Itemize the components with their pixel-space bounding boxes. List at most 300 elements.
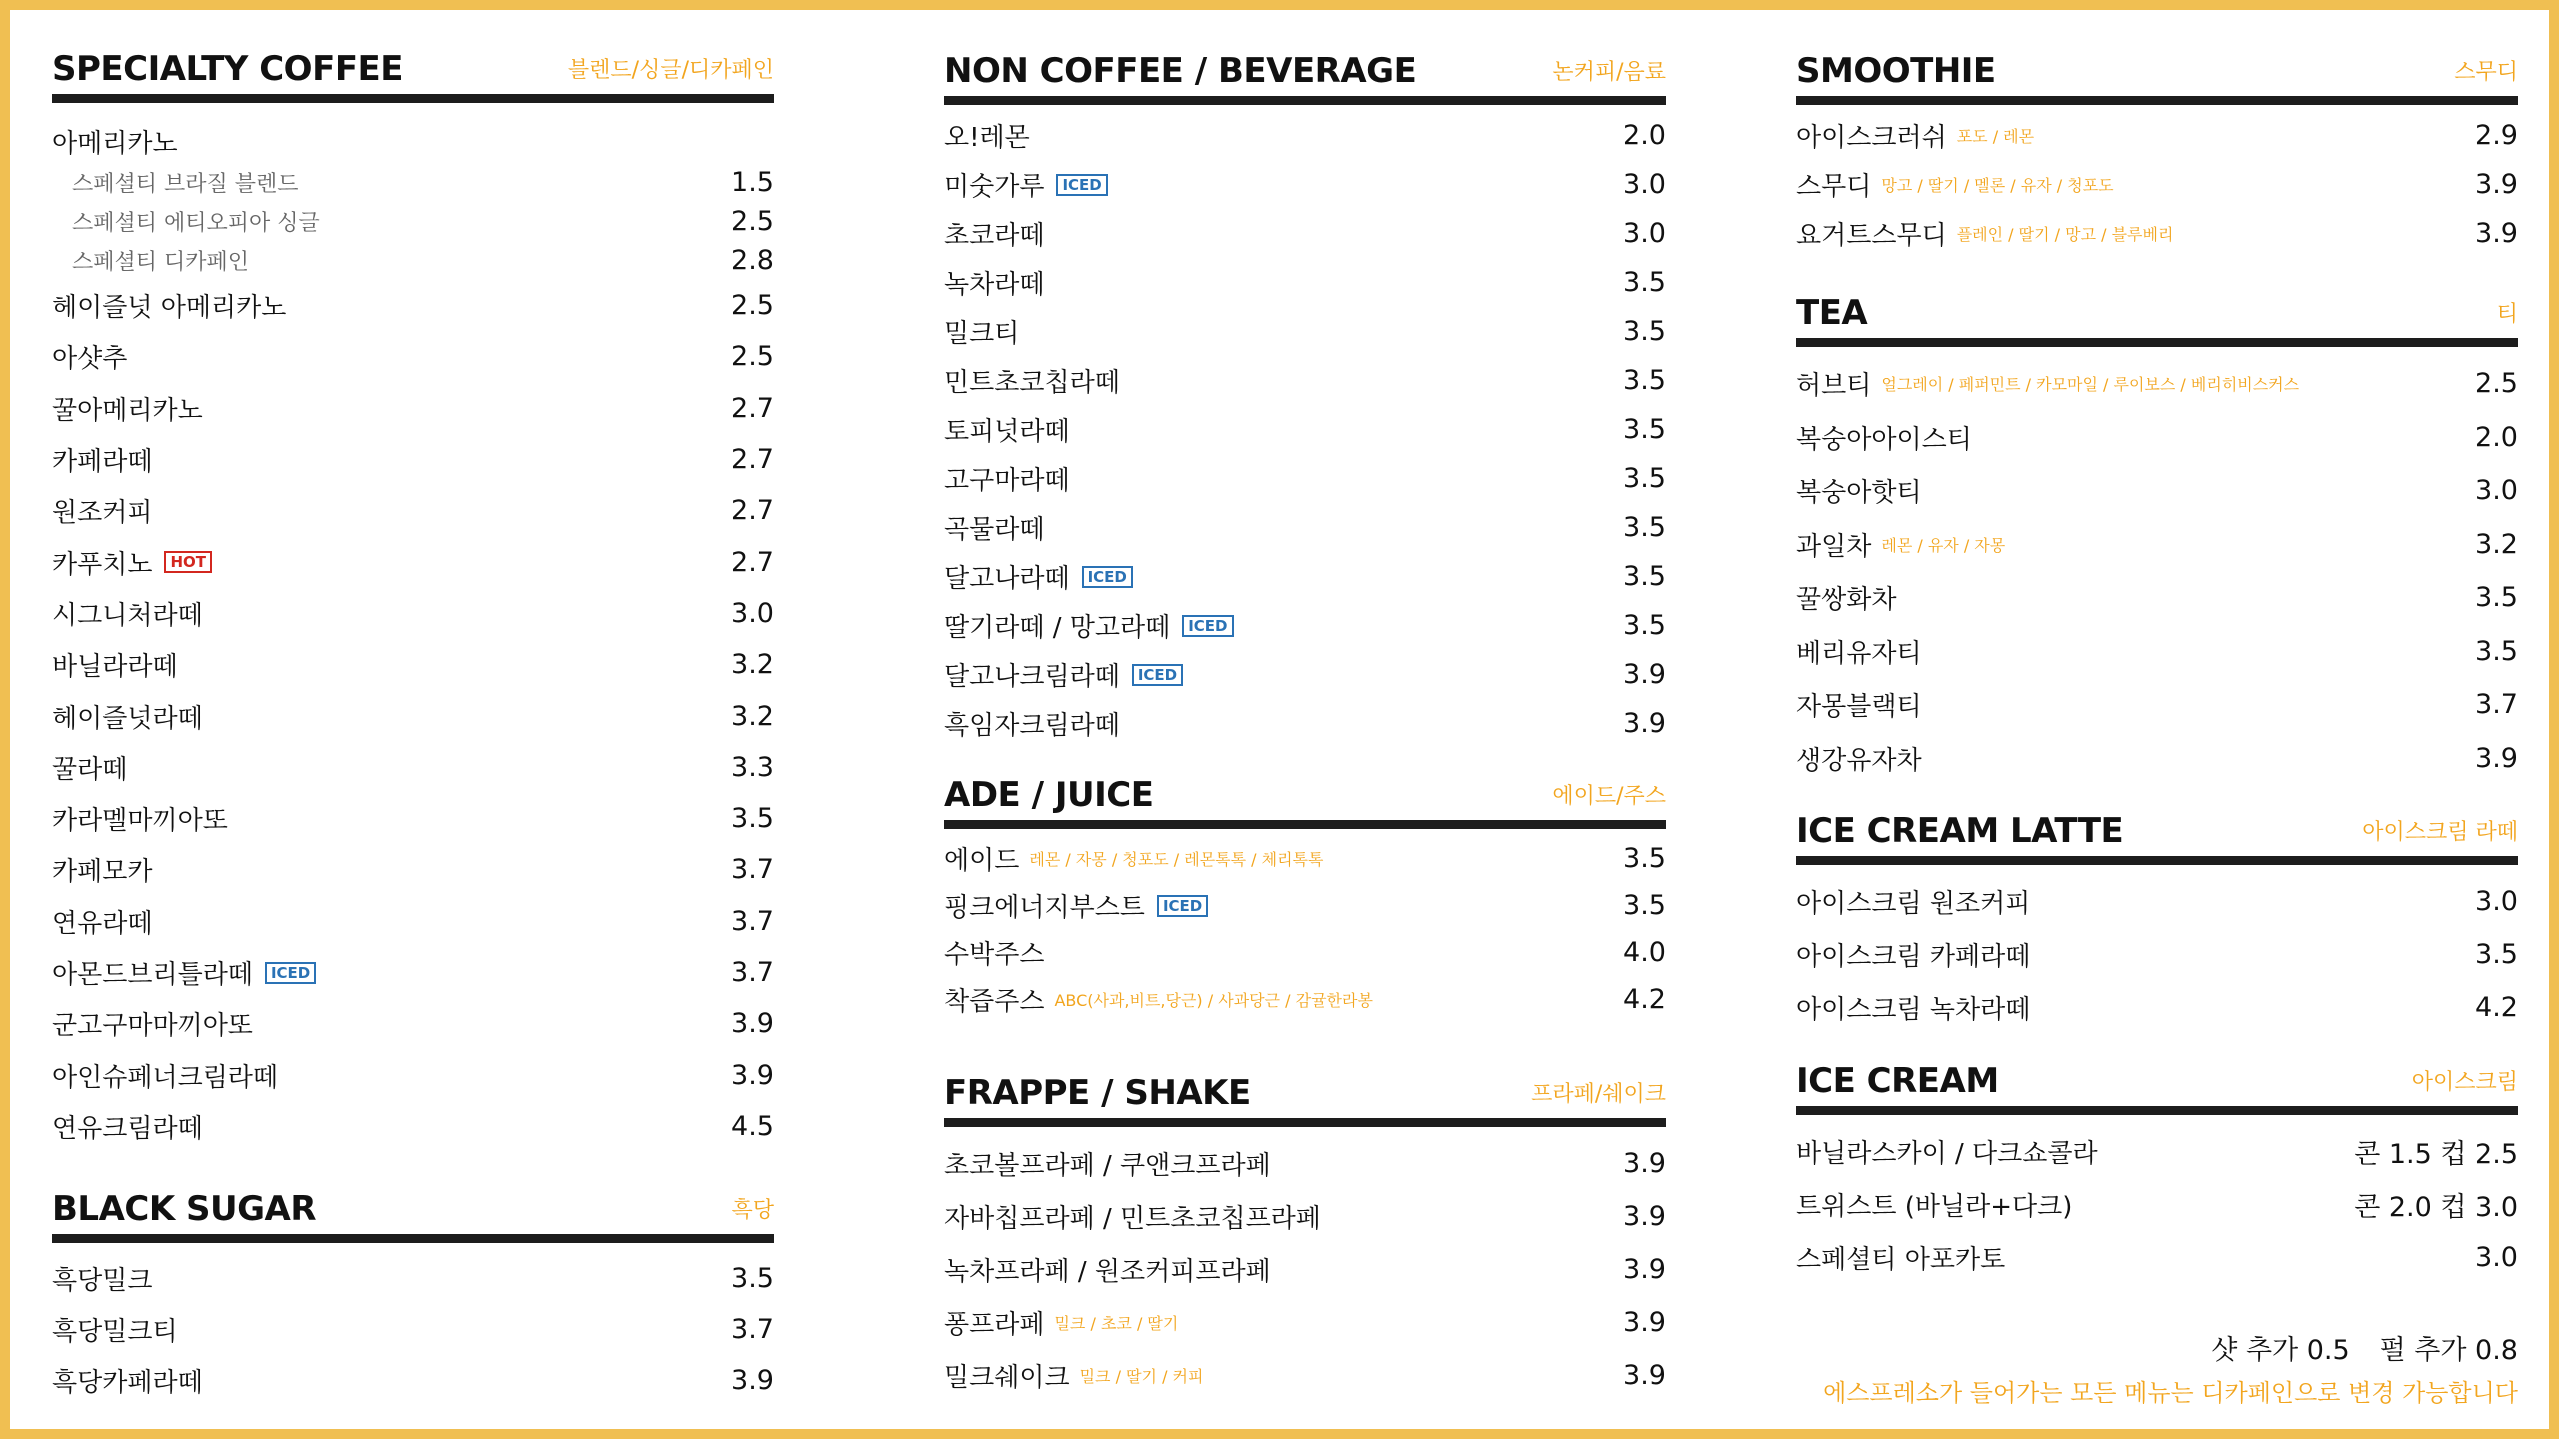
- menu-list: [1796, 1125, 2518, 1284]
- section-header: [1796, 1058, 2518, 1115]
- item-name: 복숭아핫티: [1796, 478, 1922, 509]
- item-name-wrap: [52, 646, 178, 683]
- menu-item: [1796, 928, 2518, 981]
- menu-item: [52, 202, 774, 241]
- item-price: 2.5: [731, 341, 774, 373]
- section-subtitle: 스무디: [2454, 60, 2518, 85]
- item-name: 아이스크림 녹차라떼: [1796, 995, 2031, 1025]
- item-name: 민트초코칩라떼: [944, 368, 1120, 398]
- section-title: SPECIALTY COFFEE: [52, 49, 403, 89]
- menu-item: [944, 1190, 1666, 1243]
- item-name-wrap: [944, 166, 1108, 203]
- section-title: ICE CREAM: [1796, 1061, 1999, 1101]
- item-name-wrap: [944, 887, 1208, 924]
- menu-item: [1796, 1125, 2518, 1178]
- menu-item: [52, 280, 774, 331]
- iced-badge: ICED: [1157, 895, 1208, 917]
- menu-item: [52, 844, 774, 895]
- menu-item: [1796, 981, 2518, 1034]
- item-name-wrap: [52, 1108, 203, 1145]
- item-name-wrap: [1796, 1239, 2005, 1276]
- item-price: 3.0: [1623, 169, 1666, 200]
- item-name: 아메리카노: [52, 128, 178, 159]
- item-price: 3.9: [1623, 1201, 1666, 1232]
- section-specialty-coffee: [52, 46, 774, 1152]
- item-name: 복숭아아이스티: [1796, 424, 1972, 455]
- menu-item: [944, 699, 1666, 748]
- item-price: 3.5: [1623, 463, 1666, 494]
- iced-badge: ICED: [1082, 566, 1133, 588]
- item-name: 퐁프라페: [944, 1310, 1045, 1340]
- item-price: 2.5: [2475, 368, 2518, 400]
- section-title: NON COFFEE / BEVERAGE: [944, 51, 1417, 91]
- item-name: 스페셜티 브라질 블렌드: [72, 172, 299, 197]
- section-subtitle: 논커피/음료: [1552, 60, 1666, 85]
- item-name: 스무디: [1796, 172, 1872, 202]
- item-price: 2.0: [1623, 120, 1666, 151]
- item-options: 밀크 / 딸기 / 커피: [1079, 1367, 1204, 1386]
- menu-item: [52, 947, 774, 998]
- item-price: 3.5: [2475, 582, 2518, 614]
- section-header: [944, 1070, 1666, 1127]
- item-price: 3.9: [1623, 1254, 1666, 1285]
- item-name: 흑임자크림라떼: [944, 711, 1120, 741]
- item-options: ABC(사과,비트,당근) / 사과당근 / 감귤한라봉: [1054, 991, 1373, 1010]
- item-name: 초코볼프라페 / 쿠앤크프라페: [944, 1151, 1271, 1181]
- item-price: 콘 2.0 컵 3.0: [2354, 1192, 2518, 1223]
- item-name-wrap: [944, 1251, 1271, 1288]
- section-ice-cream-latte: [1796, 808, 2518, 1034]
- section-subtitle: 흑당: [731, 1198, 774, 1223]
- item-name-wrap: [52, 1057, 278, 1094]
- item-name-wrap: [944, 840, 1323, 877]
- item-name-wrap: [52, 1005, 253, 1042]
- item-price: 3.5: [1623, 610, 1666, 641]
- item-name-wrap: [944, 411, 1070, 448]
- item-name-wrap: [944, 264, 1044, 301]
- menu-item: [944, 882, 1666, 929]
- item-name-wrap: [52, 1260, 152, 1297]
- item-name-wrap: [1796, 883, 2030, 920]
- item-name: 곡물라떼: [944, 515, 1045, 545]
- item-price: 2.7: [731, 444, 774, 476]
- item-price: 3.9: [2475, 169, 2518, 200]
- menu-item: [1796, 1178, 2518, 1231]
- item-name-wrap: [1796, 215, 2173, 252]
- menu-item: [944, 454, 1666, 503]
- item-name-wrap: [1796, 579, 1896, 616]
- item-name: 꿀라떼: [52, 754, 128, 785]
- menu-item: [1796, 209, 2518, 258]
- item-name: 베리유자티: [1796, 638, 1922, 669]
- menu-item: [52, 434, 774, 485]
- menu-item: [944, 976, 1666, 1023]
- item-name: 카푸치노: [52, 549, 153, 580]
- iced-badge: ICED: [1182, 615, 1233, 637]
- section-header: [1796, 290, 2518, 347]
- menu-item: [52, 536, 774, 587]
- item-name-wrap: [52, 595, 203, 632]
- item-name: 밀크쉐이크: [944, 1363, 1070, 1393]
- item-price: 3.0: [2475, 1242, 2518, 1273]
- item-price: 3.9: [1623, 659, 1666, 690]
- item-name: 생강유자차: [1796, 745, 1922, 776]
- menu-item: [52, 163, 774, 202]
- item-name-wrap: [944, 981, 1373, 1018]
- item-price: 3.2: [731, 649, 774, 681]
- menu-item: [944, 929, 1666, 976]
- item-price: 1.5: [731, 167, 774, 198]
- item-name-wrap: [1796, 740, 1922, 777]
- item-options: 망고 / 딸기 / 멜론 / 유자 / 청포도: [1881, 176, 2114, 195]
- menu-item: [52, 1049, 774, 1100]
- item-name: 요거트스무디: [1796, 221, 1947, 251]
- item-name-wrap: [1796, 686, 1922, 723]
- section-header: [52, 1186, 774, 1243]
- item-price: 3.9: [2475, 218, 2518, 249]
- item-name-wrap: [52, 245, 249, 276]
- menu-list: [944, 835, 1666, 1023]
- menu-item: [1796, 732, 2518, 786]
- menu-item: [52, 1101, 774, 1152]
- item-price: 3.9: [1623, 1307, 1666, 1338]
- menu-item: [944, 1349, 1666, 1402]
- menu-item: [52, 639, 774, 690]
- item-price: 3.0: [1623, 218, 1666, 249]
- item-price: 2.5: [731, 290, 774, 322]
- menu-item: [52, 690, 774, 741]
- item-price: 3.9: [731, 1059, 774, 1091]
- item-options: 플레인 / 딸기 / 망고 / 블루베리: [1956, 225, 2174, 244]
- item-price: 3.5: [1623, 890, 1666, 921]
- menu-item: [52, 998, 774, 1049]
- iced-badge: ICED: [265, 962, 316, 984]
- item-price: 2.0: [2475, 421, 2518, 453]
- item-name-wrap: [944, 509, 1044, 546]
- menu-list: [944, 111, 1666, 748]
- item-name: 토피넛라떼: [944, 417, 1070, 447]
- menu-item: [52, 793, 774, 844]
- item-options: 레몬 / 자몽 / 청포도 / 레몬톡톡 / 체리톡톡: [1029, 850, 1324, 869]
- item-name-wrap: [944, 117, 1030, 154]
- menu-item: [944, 1137, 1666, 1190]
- item-options: 얼그레이 / 페퍼민트 / 카모마일 / 루이보스 / 베리히비스커스: [1881, 375, 2300, 395]
- section-header: [1796, 48, 2518, 105]
- iced-badge: ICED: [1056, 174, 1107, 196]
- section-subtitle: 아이스크림 라떼: [2362, 820, 2518, 845]
- shot-addon: 샷 추가 0.5: [2211, 1335, 2350, 1366]
- item-name: 에이드: [944, 846, 1020, 876]
- item-name: 스페셜티 디카페인: [72, 250, 250, 275]
- item-name-wrap: [52, 851, 152, 888]
- menu-item: [944, 405, 1666, 454]
- menu-item: [1796, 625, 2518, 679]
- menu-item: [52, 1253, 774, 1304]
- iced-badge: ICED: [1132, 664, 1183, 686]
- item-price: 3.9: [1623, 1148, 1666, 1179]
- menu-item: [944, 650, 1666, 699]
- menu-item: [1796, 111, 2518, 160]
- section-title: TEA: [1796, 293, 1868, 333]
- item-name: 핑크에너지부스트: [944, 893, 1145, 923]
- item-name-wrap: [1796, 1133, 2098, 1170]
- section-subtitle: 아이스크림: [2411, 1070, 2518, 1095]
- item-name-wrap: [944, 1357, 1203, 1394]
- menu-list: [1796, 357, 2518, 785]
- menu-item: [1796, 411, 2518, 465]
- item-price: 3.5: [2475, 635, 2518, 667]
- menu-item: [52, 383, 774, 434]
- item-price: 3.7: [2475, 689, 2518, 721]
- section-header: [52, 46, 774, 103]
- section-header: [1796, 808, 2518, 865]
- item-price: 2.7: [731, 546, 774, 578]
- item-name-wrap: [944, 934, 1044, 971]
- item-name-wrap: [1796, 1186, 2072, 1223]
- item-price: 3.9: [1623, 1360, 1666, 1391]
- item-price: 3.7: [731, 957, 774, 988]
- item-name-wrap: [52, 954, 316, 991]
- item-name: 시그니처라떼: [52, 600, 203, 631]
- decaf-notice: 에스프레소가 들어가는 모든 메뉴는 디카페인으로 변경 가능합니다: [1823, 1379, 2518, 1407]
- menu-item: [944, 835, 1666, 882]
- section-ade-juice: [944, 772, 1666, 1023]
- item-name: 달고나라떼: [944, 564, 1070, 594]
- menu-item: [1796, 678, 2518, 732]
- item-price: 3.7: [731, 854, 774, 886]
- menu-item: [1796, 1231, 2518, 1284]
- section-header: [944, 48, 1666, 105]
- section-header: [944, 772, 1666, 829]
- menu-item: [52, 119, 774, 163]
- section-title: ICE CREAM LATTE: [1796, 811, 2124, 851]
- item-name: 아이스크러쉬: [1796, 123, 1947, 153]
- section-title: BLACK SUGAR: [52, 1189, 317, 1229]
- menu-item: [944, 111, 1666, 160]
- item-price: 3.7: [731, 1314, 774, 1345]
- item-price: 3.9: [1623, 708, 1666, 739]
- menu-item: [52, 241, 774, 280]
- item-name: 스페셜티 아포카토: [1796, 1245, 2006, 1275]
- item-name: 아이스크림 원조커피: [1796, 889, 2031, 919]
- item-name: 군고구마마끼아또: [52, 1011, 253, 1042]
- item-price: 4.2: [2475, 992, 2518, 1023]
- menu-list: [1796, 875, 2518, 1034]
- menu-item: [944, 160, 1666, 209]
- menu-item: [944, 356, 1666, 405]
- menu-item: [1796, 464, 2518, 518]
- item-price: 3.3: [731, 751, 774, 783]
- item-name-wrap: [944, 362, 1120, 399]
- item-price: 3.0: [2475, 886, 2518, 917]
- item-name: 수박주스: [944, 940, 1045, 970]
- menu-item: [52, 588, 774, 639]
- item-name-wrap: [1796, 117, 2034, 154]
- item-price: 3.5: [1623, 561, 1666, 592]
- menu-item: [52, 331, 774, 382]
- menu-item: [944, 601, 1666, 650]
- section-subtitle: 블렌드/싱글/디카페인: [567, 58, 774, 83]
- item-price: 4.0: [1623, 937, 1666, 968]
- item-price: 2.5: [731, 206, 774, 237]
- item-price: 3.9: [731, 1365, 774, 1396]
- item-name-wrap: [52, 123, 178, 160]
- section-tea: [1796, 290, 2518, 785]
- item-price: 3.5: [2475, 939, 2518, 970]
- add-ons: [1823, 1328, 2518, 1367]
- menu-item: [1796, 357, 2518, 411]
- item-name-wrap: [944, 558, 1133, 595]
- item-price: 3.5: [731, 1263, 774, 1294]
- item-price: 3.2: [731, 700, 774, 732]
- menu-item: [944, 307, 1666, 356]
- menu-list: [52, 1253, 774, 1406]
- menu-list: [944, 1137, 1666, 1402]
- section-title: FRAPPE / SHAKE: [944, 1073, 1251, 1113]
- item-name: 녹차프라페 / 원조커피프라페: [944, 1257, 1271, 1287]
- item-name: 자몽블랙티: [1796, 692, 1922, 723]
- item-name-wrap: [944, 215, 1044, 252]
- item-name-wrap: [944, 705, 1120, 742]
- item-name: 스페셜티 에티오피아 싱글: [72, 211, 320, 236]
- item-name: 아인슈페너크림라떼: [52, 1062, 279, 1093]
- menu-item: [52, 1304, 774, 1355]
- item-name: 카페모카: [52, 857, 153, 888]
- item-name-wrap: [1796, 365, 2299, 402]
- item-name: 미숫가루: [944, 172, 1045, 202]
- menu-item: [944, 209, 1666, 258]
- item-name-wrap: [52, 287, 286, 324]
- item-name: 밀크티: [944, 319, 1020, 349]
- item-price: 3.9: [2475, 742, 2518, 774]
- item-name: 자바칩프라페 / 민트초코칩프라페: [944, 1204, 1321, 1234]
- item-name-wrap: [52, 441, 152, 478]
- item-name-wrap: [1796, 936, 2030, 973]
- item-name: 딸기라떼 / 망고라떼: [944, 613, 1171, 643]
- menu-item: [52, 742, 774, 793]
- item-name-wrap: [52, 492, 152, 529]
- item-price: 2.8: [731, 245, 774, 276]
- item-name-wrap: [1796, 526, 2005, 563]
- section-subtitle: 티: [2496, 302, 2518, 327]
- item-name-wrap: [944, 460, 1070, 497]
- menu-item: [1796, 875, 2518, 928]
- item-name: 트위스트 (바닐라+다크): [1796, 1192, 2073, 1222]
- section-title: SMOOTHIE: [1796, 51, 1996, 91]
- item-price: 3.5: [1623, 414, 1666, 445]
- item-name: 아샷추: [52, 344, 128, 375]
- item-price: 3.0: [2475, 475, 2518, 507]
- item-name-wrap: [52, 390, 203, 427]
- menu-list: [52, 119, 774, 1152]
- item-price: 3.2: [2475, 528, 2518, 560]
- item-options: 밀크 / 초코 / 딸기: [1054, 1314, 1179, 1333]
- section-black-sugar: [52, 1186, 774, 1406]
- menu-board: [10, 10, 2549, 1429]
- item-name-wrap: [52, 1362, 203, 1399]
- item-price: 3.5: [1623, 267, 1666, 298]
- item-name: 달고나크림라떼: [944, 662, 1120, 692]
- item-price: 3.5: [1623, 316, 1666, 347]
- item-name: 카페라떼: [52, 447, 153, 478]
- menu-item: [1796, 518, 2518, 572]
- section-ice-cream: [1796, 1058, 2518, 1284]
- item-price: 3.9: [731, 1008, 774, 1040]
- item-name-wrap: [52, 698, 203, 735]
- item-name: 헤이즐넛라떼: [52, 703, 203, 734]
- item-name-wrap: [52, 749, 127, 786]
- item-name: 오!레몬: [944, 123, 1030, 153]
- item-name: 꿀아메리카노: [52, 395, 203, 426]
- item-name: 아이스크림 카페라떼: [1796, 942, 2031, 972]
- item-name: 연유라떼: [52, 908, 153, 939]
- menu-item: [52, 1355, 774, 1406]
- item-price: 3.5: [1623, 843, 1666, 874]
- item-name-wrap: [1796, 419, 1972, 456]
- item-name-wrap: [52, 338, 127, 375]
- item-name: 흑당카페라떼: [52, 1368, 203, 1398]
- item-price: 2.9: [2475, 120, 2518, 151]
- section-title: ADE / JUICE: [944, 775, 1154, 815]
- menu-item: [1796, 160, 2518, 209]
- item-name: 허브티: [1796, 371, 1872, 402]
- item-price: 3.0: [731, 597, 774, 629]
- item-name-wrap: [1796, 166, 2114, 203]
- item-price: 3.5: [731, 803, 774, 835]
- item-price: 3.5: [1623, 512, 1666, 543]
- item-name: 바닐라스카이 / 다크쇼콜라: [1796, 1139, 2098, 1169]
- item-name: 연유크림라떼: [52, 1113, 203, 1144]
- item-name: 흑당밀크티: [52, 1317, 178, 1347]
- item-name: 카라멜마끼아또: [52, 806, 228, 837]
- item-name-wrap: [944, 1145, 1271, 1182]
- menu-item: [944, 1296, 1666, 1349]
- menu-item: [1796, 571, 2518, 625]
- item-name-wrap: [944, 607, 1234, 644]
- item-price: 콘 1.5 컵 2.5: [2354, 1139, 2518, 1170]
- item-price: 4.5: [731, 1110, 774, 1142]
- item-name: 착즙주스: [944, 987, 1045, 1017]
- item-price: 3.7: [731, 905, 774, 937]
- section-non-coffee: [944, 48, 1666, 748]
- item-name: 녹차라떼: [944, 270, 1045, 300]
- item-name: 바닐라라떼: [52, 652, 178, 683]
- item-name-wrap: [1796, 472, 1922, 509]
- item-name: 꿀쌍화차: [1796, 585, 1897, 616]
- section-subtitle: 프라페/쉐이크: [1531, 1082, 1666, 1107]
- item-name-wrap: [944, 1304, 1178, 1341]
- item-name-wrap: [944, 313, 1019, 350]
- item-options: 포도 / 레몬: [1956, 127, 2035, 146]
- menu-item: [52, 896, 774, 947]
- item-name-wrap: [52, 903, 152, 940]
- item-options: 레몬 / 유자 / 자몽: [1881, 535, 2006, 555]
- footer-notes: [1823, 1328, 2518, 1408]
- item-price: 2.7: [731, 392, 774, 424]
- item-name: 원조커피: [52, 498, 153, 529]
- item-name-wrap: [52, 167, 299, 198]
- menu-item: [944, 1243, 1666, 1296]
- item-price: 4.2: [1623, 984, 1666, 1015]
- menu-item: [944, 258, 1666, 307]
- menu-item: [944, 552, 1666, 601]
- menu-list: [1796, 111, 2518, 258]
- menu-item: [944, 503, 1666, 552]
- item-name: 헤이즐넛 아메리카노: [52, 293, 287, 324]
- item-name-wrap: [1796, 633, 1922, 670]
- section-subtitle: 에이드/주스: [1552, 784, 1666, 809]
- item-name: 아몬드브리틀라떼: [52, 960, 253, 990]
